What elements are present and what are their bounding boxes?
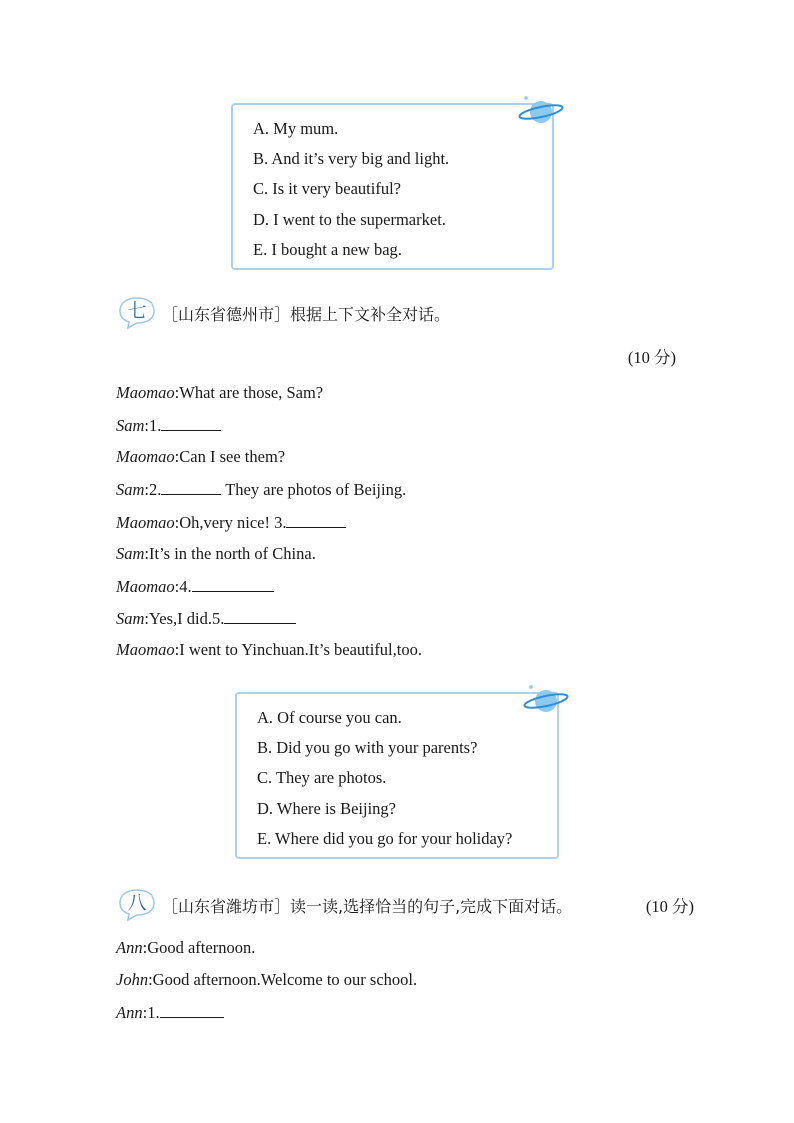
separator: : bbox=[174, 383, 180, 402]
section-8-header bbox=[116, 888, 694, 922]
option-c: C. Is it very beautiful? bbox=[253, 179, 402, 198]
speaker: Maomao bbox=[116, 447, 175, 466]
option-a: A. My mum. bbox=[253, 119, 339, 138]
question-number: 1. bbox=[149, 416, 162, 435]
option-c: C. They are photos. bbox=[257, 768, 387, 787]
separator: : bbox=[174, 640, 180, 659]
separator: : bbox=[148, 970, 153, 989]
dialogue-line bbox=[116, 575, 274, 598]
answer-blank[interactable] bbox=[161, 414, 221, 431]
answer-blank[interactable] bbox=[161, 478, 221, 495]
dialogue-line bbox=[116, 543, 316, 565]
option-b: B. Did you go with your parents? bbox=[257, 738, 478, 757]
section-number: 七 bbox=[127, 300, 147, 322]
option-d: D. I went to the supermarket. bbox=[253, 210, 446, 229]
speaker: Maomao bbox=[116, 640, 175, 659]
section-points: (10 分) bbox=[645, 897, 694, 916]
planet-icon bbox=[521, 683, 571, 717]
planet-icon bbox=[516, 94, 566, 128]
separator: : bbox=[144, 544, 150, 563]
section-7-header bbox=[116, 296, 686, 330]
dialogue-line bbox=[116, 639, 422, 661]
line-text: Oh,very nice! 3. bbox=[179, 513, 287, 532]
question-number: 2. bbox=[149, 480, 162, 499]
question-number: 4. bbox=[179, 577, 192, 596]
section-points: (10 分) bbox=[627, 348, 676, 367]
answer-blank[interactable] bbox=[192, 575, 274, 592]
dialogue-line bbox=[116, 478, 406, 501]
dialogue-line bbox=[116, 446, 285, 468]
separator: : bbox=[174, 447, 180, 466]
separator: : bbox=[142, 1003, 148, 1022]
line-text: Good afternoon.Welcome to our school. bbox=[152, 970, 418, 989]
speaker: Sam bbox=[116, 609, 145, 628]
speaker: Sam bbox=[116, 544, 145, 563]
dialogue-line bbox=[116, 607, 296, 630]
line-text: They are photos of Beijing. bbox=[221, 480, 407, 499]
speaker: Sam bbox=[116, 480, 145, 499]
speaker: Sam bbox=[116, 416, 145, 435]
separator: : bbox=[174, 513, 180, 532]
dialogue-line bbox=[116, 414, 221, 437]
option-a: A. Of course you can. bbox=[257, 708, 402, 727]
speaker: Ann bbox=[116, 938, 143, 957]
option-d: D. Where is Beijing? bbox=[257, 799, 396, 818]
separator: : bbox=[174, 577, 180, 596]
section-number: 八 bbox=[127, 892, 147, 914]
dialogue-line bbox=[116, 382, 323, 404]
line-text: Good afternoon. bbox=[147, 938, 256, 957]
separator: : bbox=[144, 609, 150, 628]
answer-blank[interactable] bbox=[224, 607, 296, 624]
separator: : bbox=[142, 938, 148, 957]
line-text: What are those, Sam? bbox=[179, 383, 324, 402]
option-e: E. Where did you go for your holiday? bbox=[257, 829, 513, 848]
options-box-2 bbox=[235, 692, 559, 859]
dialogue-line bbox=[116, 969, 417, 991]
section-instruction: ［山东省德州市］根据上下文补全对话。 bbox=[162, 305, 451, 324]
line-text: I went to Yinchuan.It’s beautiful,too. bbox=[179, 640, 422, 659]
line-text: Can I see them? bbox=[179, 447, 286, 466]
dialogue-line bbox=[116, 1001, 224, 1024]
dialogue-line bbox=[116, 511, 346, 534]
section-instruction: ［山东省潍坊市］读一读,选择恰当的句子,完成下面对话。 bbox=[162, 897, 573, 916]
separator: : bbox=[144, 480, 150, 499]
line-text: Yes,I did.5. bbox=[149, 609, 225, 628]
option-e: E. I bought a new bag. bbox=[253, 240, 402, 259]
answer-blank[interactable] bbox=[160, 1001, 224, 1018]
speaker: Maomao bbox=[116, 513, 175, 532]
speaker: Maomao bbox=[116, 383, 175, 402]
speaker: Maomao bbox=[116, 577, 175, 596]
answer-blank[interactable] bbox=[286, 511, 346, 528]
speaker: Ann bbox=[116, 1003, 143, 1022]
option-b: B. And it’s very big and light. bbox=[253, 149, 450, 168]
options-box-1 bbox=[231, 103, 554, 270]
speaker: John bbox=[116, 970, 149, 989]
dialogue-line bbox=[116, 937, 255, 959]
line-text: It’s in the north of China. bbox=[149, 544, 316, 563]
separator: : bbox=[144, 416, 150, 435]
question-number: 1. bbox=[147, 1003, 160, 1022]
